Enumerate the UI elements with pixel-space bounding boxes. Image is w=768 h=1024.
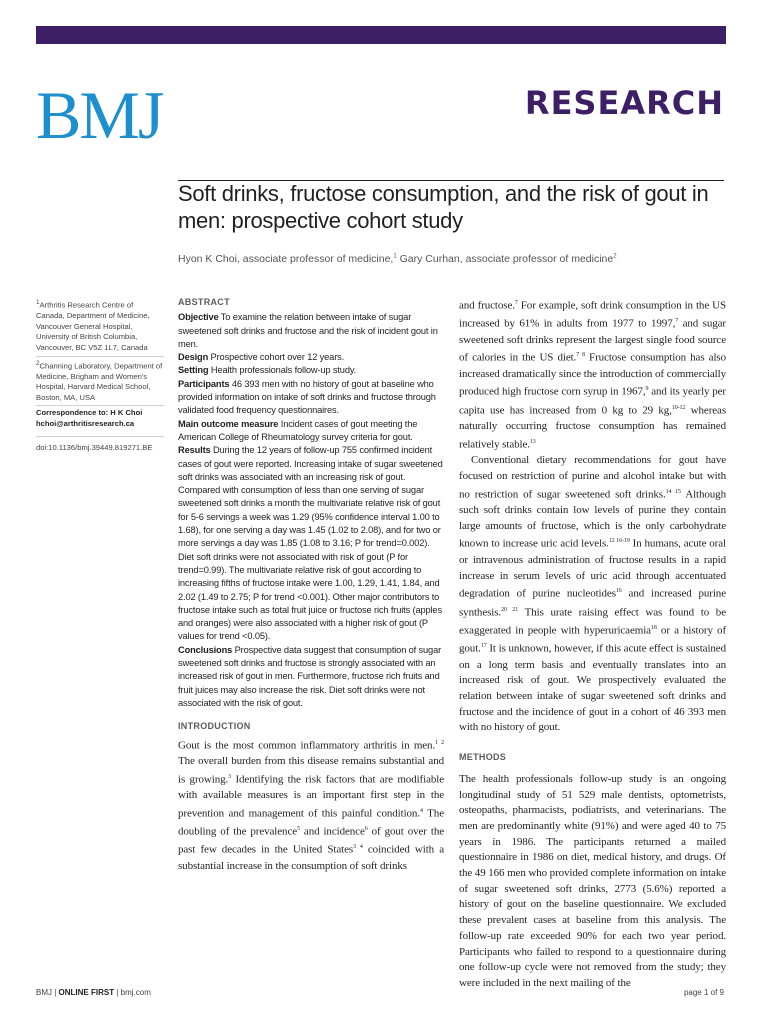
introduction-paragraph-2: and fructose.$^7$ For example, soft drink consumption in the US increased by 61% in adults from 1977 to 1997,$^7$ and sugar sweetened soft drinks represent the largest single food source of calories in the US diet.$^{7 8}$ Fructose consumption has also increased dramatically since the introduction of commercially produced high fructose corn syrup in 1967,$^9$ and its yearly per capita use has increased from 0 kg to 29 kg,$^{10-12}$ whereas naturally occurring fructose consumption has remained relatively stable.$^{13}$ — [459, 299, 726, 451]
article-title: Soft drinks, fructose consumption, and the risk of gout in men: prospective cohort study — [178, 181, 709, 233]
methods-paragraph-1: The health professionals follow-up study is an ongoing longitudinal study of 51 529 male dentists, optometrists, osteopaths, pharmacists, podiatrists, and veterinarians. The men are predominantly white (91%) and were aged 40 to 75 years in 1986. The participants returned a mailed questionnaire in 1986 on diet, medical history, and drugs. Of the 49 166 men who provided complete information on intake of sugar sweetened soft drinks, 2773 (5.6%) reported a history of gout on the baseline questionnaire. We excluded these prevalent cases at baseline from this analysis. The follow-up rate exceeded 90% for each two year period. Participants who failed to respond to a questionnaire during one follow-up cycle were not removed from the study; they were included in the next mailing of the — [459, 772, 726, 989]
top-brand-bar — [36, 26, 726, 44]
introduction-paragraph-3: Conventional dietary recommendations for gout have focused on restriction of purine and alcohol intake but with no restriction of sugar sweetened soft drinks.$^{14 15}$ Although such soft drinks contain low levels of purine they contain large amounts of fructose, which is the only carbohydrate known to increase uric acid levels.$^{12 16-19}$ In humans, acute oral or intravenous administration of fructose results in a rapid increase in serum levels of uric acid through accentuated degradation of purine nucleotides$^{16}$ and increased purine synthesis.$^{20 21}$ This urate raising effect was found to be exaggerated in people with hyperuricaemia$^{18}$ or a history of gout.$^{17}$ It is unknown, however, if this acute effect is sustained on a long term basis and eventually translates into an increased risk of gout. We prospectively evaluated the relation between intake of sugar sweetened soft drinks and fructose and the incidence of gout in a cohort of 46 393 men with no history of gout. — [459, 454, 727, 734]
abstract-setting: Setting Health professionals follow-up study. — [178, 365, 357, 376]
affiliation-1: $^1$Arthritis Research Centre of Canada, Department of Medicine, Vancouver General Hospital, University of British Columbia, Vancouver, BC V5Z 1L7, Canada — [36, 299, 150, 352]
author-1: Hyon K Choi, associate professor of medicine, — [178, 253, 394, 265]
correspondence: Correspondence to: H K Choi — [36, 405, 164, 419]
correspondence-email[interactable]: hchoi@arthritisresearch.ca — [36, 419, 135, 428]
doi[interactable]: doi:10.1136/bmj.39449.819271.BE — [36, 436, 164, 454]
abstract-column — [178, 296, 444, 874]
body-column-right — [459, 296, 726, 992]
abstract-design: Design Prospective cohort over 12 years. — [178, 352, 345, 363]
footer-online-first: ONLINE FIRST — [58, 988, 115, 997]
abstract-outcome: Main outcome measure Incident cases of gout meeting the American College of Rheumatology survey criteria for gout. — [178, 418, 418, 442]
author-2-affiliation-ref: 2 — [613, 253, 617, 260]
footer-bmj: BMJ — [36, 988, 52, 997]
abstract-objective: Objective To examine the relation between intake of sugar sweetened soft drinks and fructose and the risk of incident gout in men. — [178, 312, 438, 349]
abstract-participants: Participants 46 393 men with no history of gout at baseline who provided information on intake of soft drinks and fructose through validated food frequency questionnaires. — [178, 378, 436, 416]
author-2: Gary Curhan, associate professor of medicine — [399, 253, 614, 265]
methods-heading: METHODS — [459, 752, 507, 763]
abstract-results: Results During the 12 years of follow-up 755 confirmed incident cases of gout were reported. Increasing intake of sugar sweetened soft drinks was associated with an increasing risk of gout. Compared with consumption of less than one serving of sugar sweetened soft drinks a month the multivariate relative risk of gout for 5-6 servings a week was 1.29 (95% confidence interval 1.00 to 1.68), for one serving a day was 1.45 (1.02 to 2.08), and for two or more servings a day was 1.85 (1.08 to 3.16; P for trend=0.002). Diet soft drinks were not associated with risk of gout (P for trend=0.99). The multivariate relative risk of gout according to increasing fifths of fructose intake were 1.00, 1.29, 1.41, 1.84, and 2.02 (1.49 to 2.75; P for trend <0.001). Other major contributors to fructose intake such as total fruit juice or fructose rich fruits (apples and oranges) were also associated with a higher risk of gout (P values for trend <0.05). — [178, 445, 443, 642]
introduction-paragraph-1: Gout is the most common inflammatory arthritis in men.$^{1 2}$ The overall burden from this disease remains substantial and is growing.$^3$ Identifying the risk factors that are modifiable with available measures is an important first step in the prevention and management of this painful condition.$^4$ The doubling of the prevalence$^5$ and incidence$^6$ of gout over the past few decades in the United States$^{3 4}$ coincided with a substantial increase in the consumption of soft drinks — [178, 739, 445, 872]
affiliation-2: $^2$Channing Laboratory, Department of Medicine, Brigham and Women's Hospital, Harvard Medical School, Boston, MA, USA — [36, 356, 164, 404]
footer-journal: BMJ | ONLINE FIRST | bmj.com — [36, 988, 151, 997]
abstract-heading: ABSTRACT — [178, 297, 230, 307]
author-line — [178, 253, 726, 265]
abstract-conclusions: Conclusions Prospective data suggest that consumption of sugar sweetened soft drinks and fructose is strongly associated with an increased risk of gout in men. Furthermore, fructose rich fruits and fruit juices may also increase the risk. Diet soft drinks were not associated with the risk of gout. — [178, 644, 442, 708]
bmj-logo: BMJ — [36, 77, 163, 153]
section-label: RESEARCH — [524, 84, 724, 122]
affiliations-sidebar — [36, 298, 164, 453]
page-number: page 1 of 9 — [683, 988, 724, 997]
footer-site-link[interactable]: bmj.com — [120, 988, 151, 997]
introduction-heading: INTRODUCTION — [178, 721, 251, 732]
author-1-affiliation-ref: 1 — [393, 253, 397, 260]
